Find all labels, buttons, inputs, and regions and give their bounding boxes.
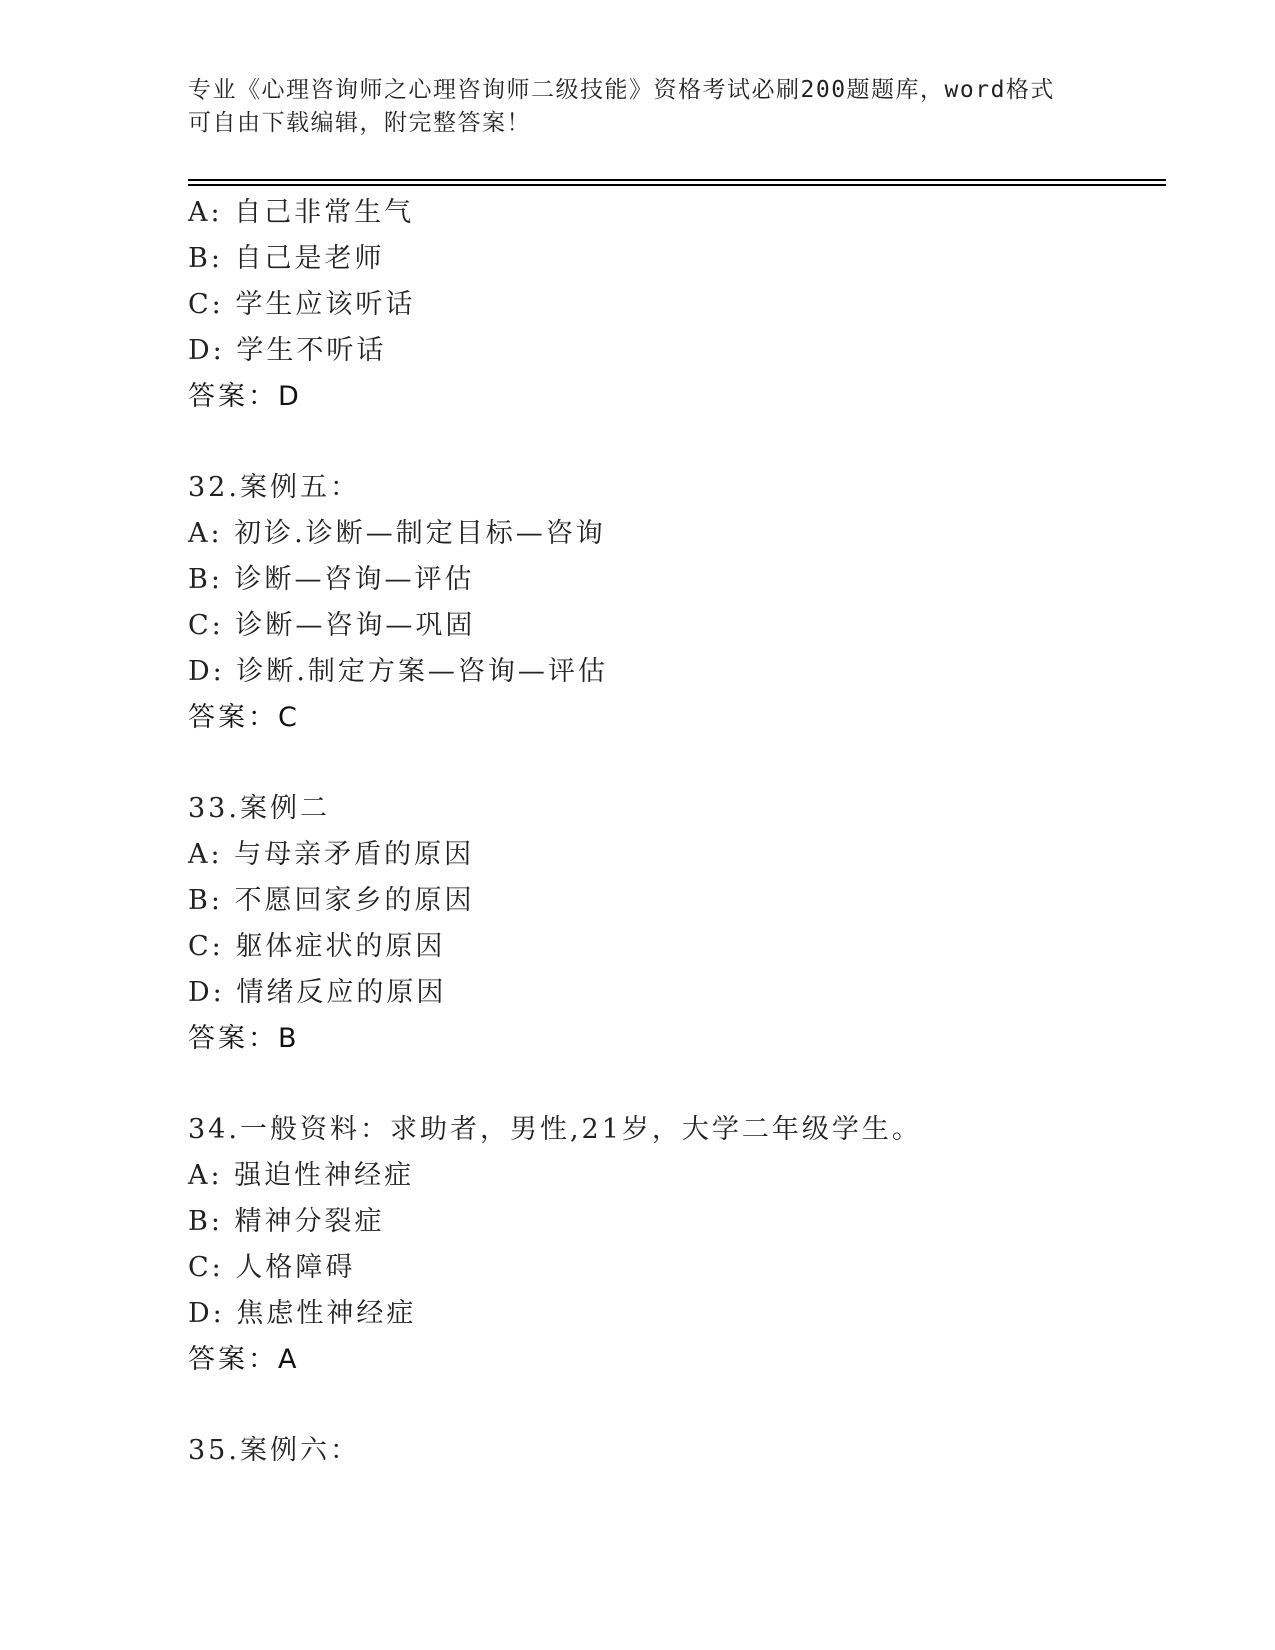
question-title: 35.案例六： <box>188 1435 360 1466</box>
option-d: D: 诊断.制定方案—咨询—评估 <box>188 656 608 687</box>
option-a: A: 初诊.诊断—制定目标—咨询 <box>188 518 606 549</box>
option-d: D: 学生不听话 <box>188 335 387 366</box>
question-block <box>188 465 1148 741</box>
option-d: D: 焦虑性神经症 <box>188 1298 417 1329</box>
option-b: B: 自己是老师 <box>188 243 385 274</box>
header-double-rule <box>188 179 1166 186</box>
option-a: A: 强迫性神经症 <box>188 1160 415 1191</box>
rule-line-bottom <box>188 184 1166 186</box>
header-line-2: 可自由下载编辑，附完整答案！ <box>188 110 531 136</box>
option-c: C: 躯体症状的原因 <box>188 931 446 962</box>
question-block <box>188 786 1148 1062</box>
option-b: B: 精神分裂症 <box>188 1206 385 1237</box>
option-a: A: 与母亲矛盾的原因 <box>188 839 475 870</box>
option-c: C: 人格障碍 <box>188 1252 356 1283</box>
option-c: C: 学生应该听话 <box>188 289 416 320</box>
header-line-1: 专业《心理咨询师之心理咨询师二级技能》资格考试必刷200题题库，word格式 <box>188 77 1055 103</box>
question-block <box>188 1107 1148 1383</box>
answer-line: 答案：D <box>188 381 302 412</box>
answer-line: 答案：C <box>188 702 300 733</box>
document-header <box>188 74 1088 140</box>
question-title: 32.案例五： <box>188 472 360 503</box>
question-title: 34.一般资料：求助者，男性,21岁，大学二年级学生。 <box>188 1114 922 1145</box>
option-a: A: 自己非常生气 <box>188 197 415 228</box>
answer-line: 答案：B <box>188 1023 300 1054</box>
option-c: C: 诊断—咨询—巩固 <box>188 610 476 641</box>
question-block <box>188 190 1148 420</box>
option-d: D: 情绪反应的原因 <box>188 977 447 1008</box>
question-list <box>188 190 1148 1474</box>
question-block <box>188 1428 1148 1474</box>
rule-line-top <box>188 179 1166 181</box>
option-b: B: 诊断—咨询—评估 <box>188 564 475 595</box>
question-title: 33.案例二 <box>188 793 330 824</box>
option-b: B: 不愿回家乡的原因 <box>188 885 475 916</box>
answer-line: 答案：A <box>188 1344 300 1375</box>
